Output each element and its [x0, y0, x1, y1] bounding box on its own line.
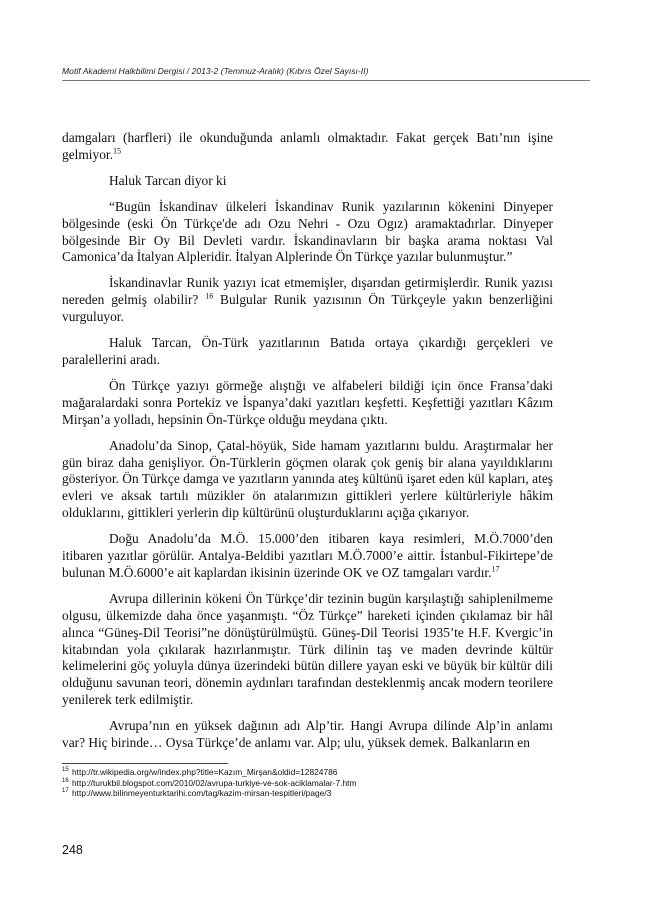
paragraph: Anadolu’da Sinop, Çatal-höyük, Side hamam yazıtlarını buldu. Araştırmalar her gün biraz daha genişliyor. Ön-Türklerin göçmen olarak çok geniş bir alana yayıldıklarını gösteriyor. Ön Türkçe damga ve yazıtların yanında ateş kültünü işaret eden kül kapları, ateş evleri ve aksak tartılı müzikler ön atalarımızın gittikleri yerlere kültürleriyle hâkim olduklarını, gittikleri yerlerin dip kültürünü oluşturduklarını açığa çıkarıyor.	[62, 437, 553, 521]
footnote-ref: 15	[112, 146, 121, 156]
paragraph	[62, 130, 553, 164]
footnote	[62, 767, 553, 778]
paragraph: Haluk Tarcan diyor ki	[109, 172, 227, 188]
footnote-ref: 17	[491, 564, 500, 574]
footnote-link[interactable]: http://turukbil.blogspot.com/2010/02/avrupa-turkiye-ve-sok-aciklamalar-7.htm	[72, 777, 357, 788]
body-text	[62, 130, 553, 761]
paragraph: Avrupa dillerinin kökeni Ön Türkçe’dir tezinin bugün karşılaştığı sahiplenilmeme olgusu, ülkemizde daha önce yaşanmıştı. “Öz Türkçe” hareketi içinden çıkılamaz bir hâl alınca “Güneş-Dil Teorisi”ne dönüştürülmüştü. Güneş-Dil Teorisi 1935’te H.F. Kvergic’in kitabından yola çıkılarak hazırlanmıştır. Türk dilinin taş ve maden devrinde kültür kelimelerini göç yoluyla dünya üzerindeki bütün dillere yayan eski ve büyük bir kültür dili olduğunu savunan teori, dönemin aydınları tarafından desteklenmiş ancak modern teorilere yenilerek terk edilmiştir.	[62, 590, 553, 708]
footnote-link[interactable]: http://tr.wikipedia.org/w/index.php?title=Kazım_Mirşan&oldid=12824786	[72, 767, 338, 777]
footnote-number: 15	[62, 767, 69, 774]
paragraph-text: İskandinavlar Runik yazıyı icat etmemişler, dışarıdan getirmişlerdir. Runik yazısı nereden gelmiş olabilir?	[62, 275, 553, 308]
paragraph	[62, 531, 553, 582]
paragraph: Haluk Tarcan, Ön-Türk yazıtlarının Batıda ortaya çıkardığı gerçekleri ve paralellerini aradı.	[62, 335, 553, 367]
footnote-link[interactable]: http://www.bilinmeyenturktarihi.com/tag/kazim-mirsan-tespitleri/page/3	[72, 788, 332, 799]
footnote-number: 17	[62, 788, 69, 795]
paragraph-text: Doğu Anadolu’da M.Ö. 15.000’den itibaren kaya resimleri, M.Ö.7000’den itibaren yazıtlar görülür. Antalya-Beldibi yazıtları M.Ö.7000’e aittir. İstanbul-Fikirtepe’de bulunan M.Ö.6000’e ait kaplardan ikisinin üzerinde OK ve OZ tamgaları vardır.	[62, 531, 553, 580]
page-number: 248	[62, 843, 83, 857]
paragraph-text: Bulgular Runik yazısının Ön Türkçeyle yakın benzerliğini vurguluyor.	[62, 292, 553, 325]
journal-header: Motif Akademi Halkbilimi Dergisi / 2013-2 (Temmuz-Aralık) (Kıbrıs Özel Sayısı-II)	[62, 66, 590, 81]
footnote-divider	[62, 763, 228, 764]
paragraph: Ön Türkçe yazıyı görmeğe alıştığı ve alfabeleri bildiği için önce Fransa’daki mağaralardaki sonra Portekiz ve İspanya’daki yazıtları keşfetti. Keşfettiği yazıtları Kâzım Mirşan’a yolladı, hepsinin Ön-Türkçe olduğu meydana çıktı.	[62, 377, 553, 427]
paragraph	[62, 275, 553, 326]
block-quote: “Bugün İskandinav ülkeleri İskandinav Runik yazılarının kökenini Dinyeper bölgesinde (eski Ön Türkçe'de adı Ozu Nehri - Ozu Ogız) aramaktadırlar. Dinyeper bölgesinde Bir Oy Bil Devleti vardır. İskandinavların bir başka arama noktası Val Camonica’da İtalyan Alpleridir. İtalyan Alplerinde Ön Türkçe yazılar bulunmuştur.”	[62, 198, 553, 265]
paragraph: Avrupa’nın en yüksek dağının adı Alp’tir. Hangi Avrupa dilinde Alp’in anlamı var? Hiç birinde… Oysa Türkçe’de anlamı var. Alp; ulu, yüksek demek. Balkanların en	[62, 718, 553, 751]
paragraph-text: damgaları (harfleri) ile okunduğunda anlamlı olmaktadır. Fakat gerçek Batı’nın işine gelmiyor.	[62, 130, 553, 162]
footnote	[62, 778, 553, 789]
footnotes	[62, 767, 553, 799]
footnote	[62, 788, 553, 799]
footnote-number: 16	[62, 777, 69, 784]
footnote-ref: 16	[205, 291, 214, 301]
